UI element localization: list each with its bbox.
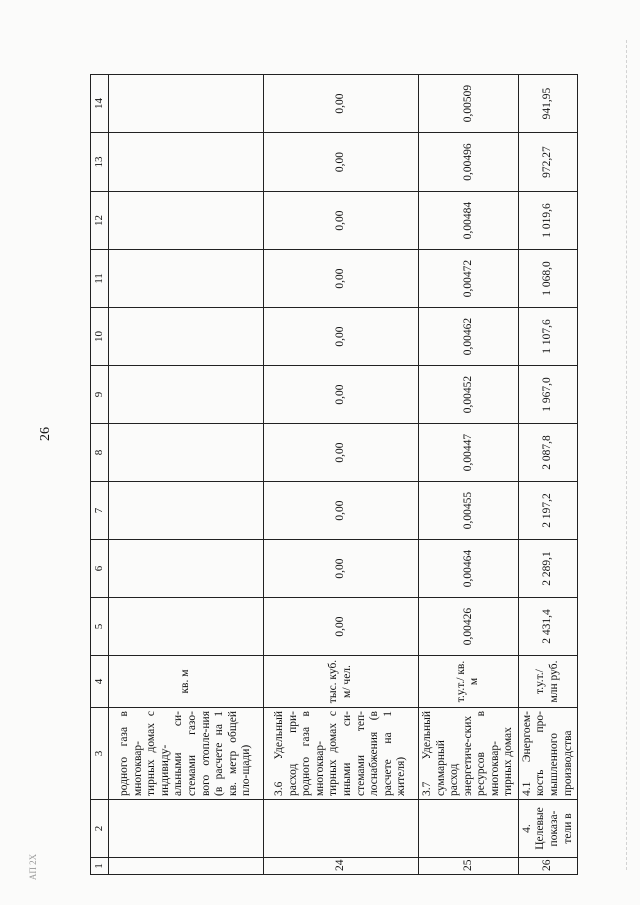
table-row xyxy=(108,75,263,875)
column-number: 12 xyxy=(91,192,109,250)
indicator-value: 2 197,2 xyxy=(518,482,577,540)
column-number: 13 xyxy=(91,133,109,192)
indicator-value: 1 967,0 xyxy=(518,366,577,424)
indicator-name: 3.7 Удельный суммарный расход энергетиче-ских ресурсов в многоквар-тирных домах xyxy=(418,708,518,800)
indicator-value: 0,00 xyxy=(263,598,418,656)
table-row xyxy=(263,75,418,875)
indicator-value: 0,00 xyxy=(263,540,418,598)
indicator-value: 941,95 xyxy=(518,75,577,133)
column-number: 8 xyxy=(91,424,109,482)
indicator-value: 0,00426 xyxy=(418,598,518,656)
indicator-value xyxy=(108,540,263,598)
table-frame xyxy=(90,75,574,875)
indicator-name: 4.1 Энергоем-кость про-мышленного производства xyxy=(518,708,577,800)
row-number: 24 xyxy=(263,858,418,875)
indicator-unit: т.у.т./ млн руб. xyxy=(518,656,577,708)
indicators-table xyxy=(90,74,578,875)
indicator-value: 0,00509 xyxy=(418,75,518,133)
indicator-name: родного газа в многоквар-тирных домах с индивиду-альными си-стемами газо-вого отопле-ния (в расчете на 1 кв. метр общей пло-щади) xyxy=(108,708,263,800)
indicator-value xyxy=(108,133,263,192)
indicator-value xyxy=(108,366,263,424)
indicator-value: 0,00 xyxy=(263,424,418,482)
column-number: 5 xyxy=(91,598,109,656)
indicator-value xyxy=(108,75,263,133)
indicator-value xyxy=(108,424,263,482)
column-number: 1 xyxy=(91,858,109,875)
column-number: 10 xyxy=(91,308,109,366)
row-group xyxy=(108,800,263,858)
indicator-value xyxy=(108,598,263,656)
scan-stamp: АП 2Х xyxy=(28,853,38,881)
indicator-value: 972,27 xyxy=(518,133,577,192)
row-group: 4. Целевые показа-тели в xyxy=(518,800,577,858)
table-row xyxy=(518,75,577,875)
column-number: 3 xyxy=(91,708,109,800)
indicator-unit: т.у.т./ кв. м xyxy=(418,656,518,708)
column-number: 2 xyxy=(91,800,109,858)
indicator-value: 0,00484 xyxy=(418,192,518,250)
row-group xyxy=(263,800,418,858)
indicator-value: 0,00472 xyxy=(418,250,518,308)
indicator-value: 0,00 xyxy=(263,75,418,133)
column-number: 6 xyxy=(91,540,109,598)
column-number: 11 xyxy=(91,250,109,308)
table-row xyxy=(418,75,518,875)
page-number: 26 xyxy=(38,427,53,441)
row-group xyxy=(418,800,518,858)
indicator-value: 2 289,1 xyxy=(518,540,577,598)
indicator-value: 1 068,0 xyxy=(518,250,577,308)
indicator-unit: тыс. куб. м/ чел. xyxy=(263,656,418,708)
indicator-value xyxy=(108,308,263,366)
indicator-value: 1 107,6 xyxy=(518,308,577,366)
indicator-value: 0,00 xyxy=(263,482,418,540)
indicator-value: 0,00 xyxy=(263,308,418,366)
column-number: 14 xyxy=(91,75,109,133)
indicator-value: 0,00464 xyxy=(418,540,518,598)
column-number: 4 xyxy=(91,656,109,708)
column-number: 9 xyxy=(91,366,109,424)
row-number: 26 xyxy=(518,858,577,875)
column-number: 7 xyxy=(91,482,109,540)
indicator-value xyxy=(108,192,263,250)
indicator-value: 0,00462 xyxy=(418,308,518,366)
indicator-value: 2 431,4 xyxy=(518,598,577,656)
indicator-value: 2 087,8 xyxy=(518,424,577,482)
indicator-unit: кв. м xyxy=(108,656,263,708)
column-number-row xyxy=(91,75,109,875)
margin-line xyxy=(626,40,627,870)
indicator-value: 0,00452 xyxy=(418,366,518,424)
indicator-value: 0,00 xyxy=(263,133,418,192)
indicator-value: 0,00496 xyxy=(418,133,518,192)
row-number: 25 xyxy=(418,858,518,875)
indicator-value: 0,00 xyxy=(263,192,418,250)
indicator-value: 0,00 xyxy=(263,250,418,308)
indicator-value: 1 019,6 xyxy=(518,192,577,250)
indicator-value: 0,00447 xyxy=(418,424,518,482)
row-number xyxy=(108,858,263,875)
indicator-value xyxy=(108,482,263,540)
indicator-value: 0,00 xyxy=(263,366,418,424)
indicator-name: 3.6 Удельный расход при-родного газа в многоквар-тирных домах с иными си-стемами теп-лоснабжения (в расчете на 1 жителя) xyxy=(263,708,418,800)
indicator-value xyxy=(108,250,263,308)
indicator-value: 0,00455 xyxy=(418,482,518,540)
